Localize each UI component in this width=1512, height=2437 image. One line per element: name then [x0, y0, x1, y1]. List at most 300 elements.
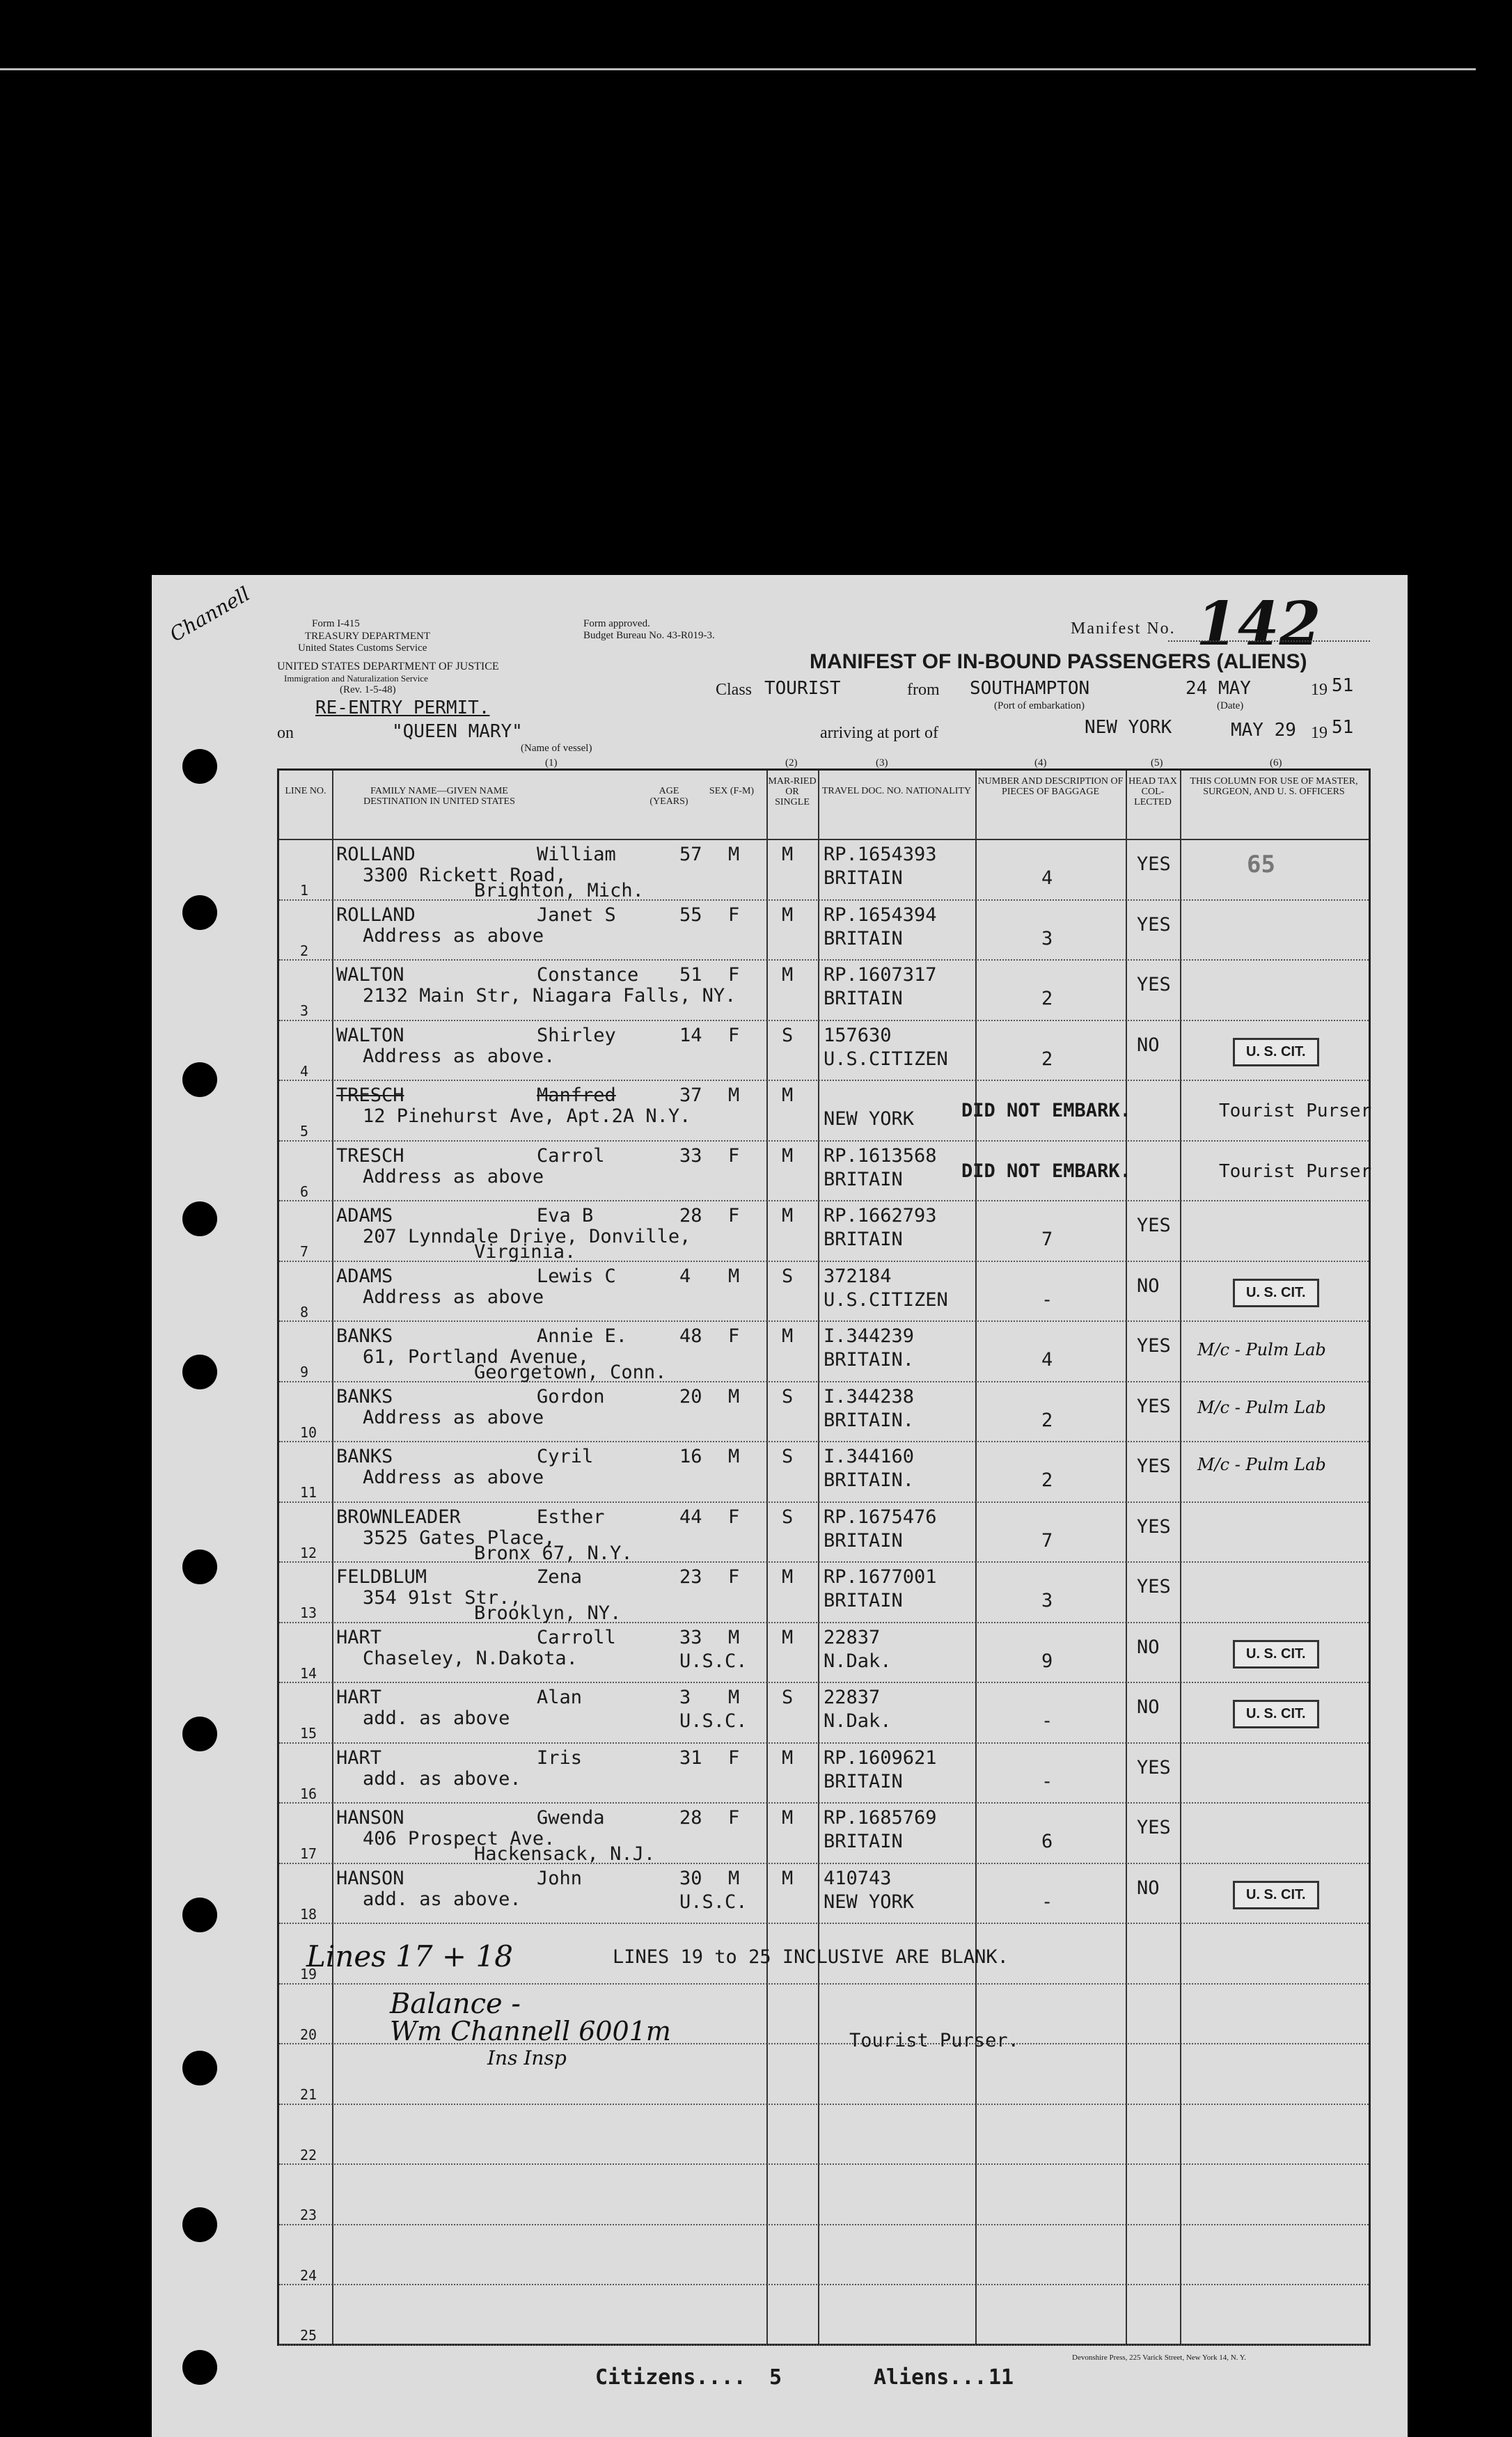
punch-hole: [182, 2350, 217, 2385]
justice-dept: UNITED STATES DEPARTMENT OF JUSTICE: [277, 661, 499, 672]
row-rule: [279, 1200, 1369, 1202]
destination-line2: Brooklyn, NY.: [474, 1602, 622, 1624]
travel-doc: RP.1677001: [824, 1566, 937, 1588]
nationality: BRITAIN.: [824, 1469, 915, 1491]
marital-status: M: [782, 1746, 794, 1769]
marital-status: M: [782, 1807, 794, 1829]
destination-line1: 2132 Main Str, Niagara Falls, NY.: [363, 985, 737, 1007]
head-tax: YES: [1137, 1335, 1171, 1357]
line-number: 14: [300, 1664, 317, 1682]
given-name: Alan: [537, 1687, 583, 1708]
age: 23: [679, 1566, 702, 1588]
destination-line2: Virginia.: [474, 1241, 576, 1263]
hdr-married: MAR-RIED OR SINGLE: [768, 776, 817, 807]
travel-doc: I.344239: [824, 1325, 915, 1347]
balance-note: Balance -: [390, 1988, 521, 2020]
age: 55: [679, 904, 702, 926]
age: 33: [679, 1144, 702, 1167]
marital-status: M: [782, 844, 794, 865]
line-number: 9: [300, 1364, 309, 1380]
travel-doc: RP.1654393: [824, 844, 937, 865]
head-tax: YES: [1137, 1756, 1171, 1779]
head-tax: NO: [1137, 1636, 1160, 1658]
baggage: 6: [1041, 1831, 1053, 1852]
revision: (Rev. 1-5-48): [340, 684, 396, 695]
nationality: BRITAIN: [824, 1590, 903, 1611]
family-name: BANKS: [336, 1385, 393, 1407]
punch-hole: [182, 2051, 217, 2085]
given-name: Gordon: [537, 1385, 605, 1407]
destination-line2: Hackensack, N.J.: [474, 1843, 656, 1865]
destination-line1: Address as above: [363, 924, 544, 947]
age: 28: [679, 1807, 702, 1829]
sex: M: [728, 1867, 740, 1889]
head-tax: NO: [1137, 1877, 1160, 1899]
row-rule: [279, 1983, 1369, 1985]
sex: F: [728, 1325, 740, 1347]
arrival-date: MAY 29: [1231, 720, 1296, 741]
us-citizen-stamp: U. S. CIT.: [1233, 1700, 1319, 1728]
usc-marker: U.S.C.: [679, 1710, 748, 1732]
row-rule: [279, 1682, 1369, 1684]
destination-line2: Georgetown, Conn.: [474, 1362, 667, 1383]
margin-handwriting: Channell: [166, 582, 254, 647]
line-number: 19: [300, 1966, 317, 1982]
aliens-label: Aliens...: [874, 2365, 987, 2390]
manifest-no-line: [1168, 640, 1370, 642]
travel-doc: 372184: [824, 1265, 892, 1287]
punch-hole: [182, 1062, 217, 1097]
usc-marker: U.S.C.: [679, 1650, 748, 1672]
sex: F: [728, 1506, 740, 1528]
travel-doc: 157630: [824, 1024, 892, 1046]
marital-status: M: [782, 1566, 794, 1588]
age: 44: [679, 1506, 702, 1528]
marital-status: M: [782, 1144, 794, 1167]
row-rule: [279, 1080, 1369, 1082]
sex: F: [728, 1205, 740, 1227]
line-number: 21: [300, 2086, 317, 2103]
hdr-baggage: NUMBER AND DESCRIPTION OF PIECES OF BAGGAGE: [977, 776, 1124, 797]
family-name: BANKS: [336, 1325, 393, 1347]
destination-line1: Address as above.: [363, 1045, 556, 1067]
medical-note-9: M/c - Pulm Lab: [1197, 1340, 1326, 1359]
line-number: 23: [300, 2207, 317, 2223]
sex: M: [728, 1687, 740, 1708]
baggage: DID NOT EMBARK.: [961, 1160, 1131, 1182]
marital-status: S: [782, 1024, 794, 1046]
punch-hole: [182, 1898, 217, 1932]
travel-doc: 22837: [824, 1687, 881, 1708]
sex: M: [728, 844, 740, 865]
col-num-4: (4): [1034, 757, 1047, 768]
baggage: 9: [1041, 1650, 1053, 1672]
line-number: 17: [300, 1845, 317, 1862]
row-rule: [279, 1863, 1369, 1865]
destination-line2: Bronx 67, N.Y.: [474, 1542, 633, 1564]
destination-line1: 406 Prospect Ave.: [363, 1828, 556, 1850]
manifest-no-label: Manifest No.: [1071, 620, 1176, 638]
us-citizen-stamp: U. S. CIT.: [1233, 1038, 1319, 1066]
head-tax: YES: [1137, 1817, 1171, 1838]
punch-hole: [182, 1201, 217, 1236]
hdr-travel: TRAVEL DOC. NO. NATIONALITY: [821, 786, 972, 796]
destination-line1: add. as above.: [363, 1888, 521, 1910]
hdr-line: LINE NO.: [285, 786, 326, 796]
nationality: BRITAIN: [824, 988, 903, 1009]
baggage: 2: [1041, 1409, 1053, 1431]
year2-suffix: 51: [1332, 717, 1354, 738]
nationality: U.S.CITIZEN: [824, 1048, 948, 1070]
age: 3: [679, 1687, 691, 1708]
punch-hole: [182, 1717, 217, 1751]
destination-line1: 61, Portland Avenue,: [363, 1346, 590, 1368]
sex: M: [728, 1446, 740, 1467]
line-number: 24: [300, 2266, 317, 2284]
col-num-1: (1): [545, 757, 558, 768]
marital-status: M: [782, 904, 794, 926]
age: 33: [679, 1626, 702, 1648]
punch-hole: [182, 1355, 217, 1389]
arriving-label: arriving at port of: [820, 724, 938, 742]
marital-status: M: [782, 1205, 794, 1227]
budget-bureau: Budget Bureau No. 43-R019-3.: [583, 630, 715, 641]
sex: F: [728, 904, 740, 926]
col-divider: [1126, 771, 1127, 2344]
head-tax: YES: [1137, 1456, 1171, 1477]
marital-status: S: [782, 1687, 794, 1708]
line-number: 12: [300, 1544, 317, 1561]
row-rule: [279, 2163, 1369, 2166]
passenger-table: [277, 768, 1371, 2346]
baggage: -: [1041, 1288, 1053, 1311]
head-tax: YES: [1137, 974, 1171, 995]
age: 57: [679, 844, 702, 865]
sex: M: [728, 1085, 740, 1106]
row-rule: [279, 1320, 1369, 1323]
us-citizen-stamp: U. S. CIT.: [1233, 1640, 1319, 1669]
sex: F: [728, 1566, 740, 1588]
head-tax: NO: [1137, 1034, 1160, 1056]
sex: F: [728, 1144, 740, 1167]
citizens-value: 5: [769, 2365, 782, 2390]
destination-line1: add. as above.: [363, 1767, 521, 1790]
manifest-number: 142: [1196, 589, 1321, 659]
nationality: NEW YORK: [824, 1891, 915, 1913]
line-number: 18: [300, 1905, 317, 1923]
row-rule: [279, 1441, 1369, 1443]
given-name: Carrol: [537, 1144, 605, 1167]
customs-service: United States Customs Service: [298, 642, 427, 654]
medical-note-10: M/c - Pulm Lab: [1197, 1398, 1326, 1417]
col-divider: [766, 771, 768, 2344]
col-num-3: (3): [876, 757, 888, 768]
nationality: BRITAIN: [824, 1831, 903, 1852]
given-name: Manfred: [537, 1085, 616, 1106]
on-label: on: [277, 724, 294, 742]
family-name: TRESCH: [336, 1085, 404, 1106]
travel-doc: RP.1685769: [824, 1807, 937, 1829]
age: 37: [679, 1085, 702, 1106]
marital-status: S: [782, 1265, 794, 1287]
given-name: Iris: [537, 1746, 583, 1769]
punch-hole: [182, 749, 217, 784]
destination-line1: Address as above: [363, 1406, 544, 1428]
line-number: 16: [300, 1785, 317, 1802]
family-name: HART: [336, 1626, 382, 1648]
head-tax: NO: [1137, 1696, 1160, 1718]
sex: F: [728, 1024, 740, 1046]
family-name: WALTON: [336, 964, 404, 986]
age: 30: [679, 1867, 702, 1889]
form-approved: Form approved.: [583, 618, 650, 629]
baggage: 3: [1041, 1590, 1053, 1611]
given-name: William: [537, 844, 616, 865]
age: 4: [679, 1265, 691, 1287]
year1-prefix: 19: [1311, 681, 1328, 699]
port-caption: (Port of embarkation): [994, 700, 1085, 711]
line-number: 11: [300, 1484, 317, 1501]
date-caption: (Date): [1217, 700, 1244, 711]
baggage: -: [1041, 1891, 1053, 1913]
row-rule: [279, 1381, 1369, 1383]
line-number: 4: [300, 1062, 309, 1080]
given-name: Annie E.: [537, 1325, 628, 1347]
col-num-6: (6): [1270, 757, 1282, 768]
destination-line1: Address as above: [363, 1467, 544, 1488]
line-number: 15: [300, 1725, 317, 1742]
line-number: 20: [300, 2026, 317, 2043]
us-citizen-stamp: U. S. CIT.: [1233, 1881, 1319, 1909]
header-rule: [279, 839, 1369, 840]
head-tax: NO: [1137, 1275, 1160, 1297]
head-tax: YES: [1137, 1215, 1171, 1236]
given-name: Zena: [537, 1566, 583, 1588]
travel-doc: RP.1675476: [824, 1506, 937, 1528]
inspector-note: Ins Insp: [487, 2046, 567, 2069]
purser-note: Tourist Purser: [1219, 1101, 1372, 1121]
age: 48: [679, 1325, 702, 1347]
age: 16: [679, 1446, 702, 1467]
marital-status: S: [782, 1385, 794, 1407]
destination-line1: Address as above: [363, 1286, 544, 1308]
line-number: 6: [300, 1183, 309, 1200]
baggage: 7: [1041, 1529, 1053, 1552]
marital-status: M: [782, 1867, 794, 1889]
nationality: U.S.CITIZEN: [824, 1288, 948, 1311]
baggage: 7: [1041, 1229, 1053, 1250]
travel-doc: 22837: [824, 1626, 881, 1648]
marital-status: M: [782, 964, 794, 986]
head-tax: YES: [1137, 1395, 1171, 1417]
travel-doc: RP.1607317: [824, 964, 937, 986]
travel-doc: RP.1609621: [824, 1746, 937, 1769]
col-divider: [975, 771, 977, 2344]
line-number: 3: [300, 1002, 309, 1019]
punch-hole: [182, 1549, 217, 1584]
from-label: from: [907, 681, 940, 699]
destination-line1: 354 91st Str.,: [363, 1587, 521, 1609]
given-name: Lewis C: [537, 1265, 616, 1287]
purser-note: Tourist Purser.: [849, 2030, 1019, 2051]
row-rule: [279, 1802, 1369, 1804]
purser-note: Tourist Purser: [1219, 1160, 1372, 1182]
line-number: 13: [300, 1604, 317, 1621]
arrival-port: NEW YORK: [1085, 717, 1172, 738]
travel-doc: I.344238: [824, 1385, 915, 1407]
port-embarkation: SOUTHAMPTON: [970, 678, 1090, 699]
year2-prefix: 19: [1311, 724, 1328, 742]
line-number: 10: [300, 1423, 317, 1441]
destination-line1: 207 Lynndale Drive, Donville,: [363, 1226, 691, 1247]
given-name: Cyril: [537, 1446, 594, 1467]
marital-status: M: [782, 1626, 794, 1648]
family-name: HANSON: [336, 1807, 404, 1829]
travel-doc: I.344160: [824, 1446, 915, 1467]
head-tax: YES: [1137, 913, 1171, 936]
destination-line1: 12 Pinehurst Ave, Apt.2A N.Y.: [363, 1105, 691, 1127]
age: 31: [679, 1746, 702, 1769]
family-name: HART: [336, 1687, 382, 1708]
col-divider: [818, 771, 819, 2344]
line-number: 7: [300, 1243, 309, 1260]
given-name: John: [537, 1867, 583, 1889]
form-number: Form I-415: [312, 618, 360, 629]
row-rule: [279, 2104, 1369, 2106]
row-rule: [279, 1561, 1369, 1563]
nationality: NEW YORK: [824, 1108, 915, 1130]
class-value: TOURIST: [764, 678, 841, 699]
age: 14: [679, 1024, 702, 1046]
nationality: BRITAIN.: [824, 1409, 915, 1431]
destination-line1: add. as above: [363, 1708, 510, 1729]
nationality: BRITAIN: [824, 1770, 903, 1792]
row-rule: [279, 1501, 1369, 1504]
hdr-tax: HEAD TAX COL-LECTED: [1128, 776, 1177, 807]
destination-line2: Brighton, Mich.: [474, 880, 644, 901]
line-number: 22: [300, 2146, 317, 2163]
row-rule: [279, 1622, 1369, 1624]
baggage: 2: [1041, 988, 1053, 1009]
nationality: BRITAIN: [824, 1529, 903, 1552]
row-rule: [279, 1742, 1369, 1744]
baggage: DID NOT EMBARK.: [961, 1100, 1131, 1121]
class-label: Class: [716, 681, 753, 699]
travel-doc: 410743: [824, 1867, 892, 1889]
treasury-dept: TREASURY DEPARTMENT: [304, 631, 431, 642]
line-number: 2: [300, 942, 309, 959]
head-tax: YES: [1137, 1576, 1171, 1598]
marital-status: S: [782, 1446, 794, 1467]
col-num-2: (2): [785, 757, 798, 768]
nationality: N.Dak.: [824, 1650, 892, 1672]
travel-doc: RP.1613568: [824, 1144, 937, 1167]
given-name: Eva B: [537, 1205, 594, 1227]
marital-status: M: [782, 1085, 794, 1106]
baggage: -: [1041, 1770, 1053, 1792]
hdr-age: AGE (YEARS): [649, 786, 688, 807]
baggage: 4: [1041, 867, 1053, 889]
row-rule: [279, 959, 1369, 961]
destination-line1: 3300 Rickett Road,: [363, 865, 567, 886]
vessel-name: "QUEEN MARY": [392, 721, 523, 742]
vessel-caption: (Name of vessel): [521, 743, 592, 754]
family-name: HANSON: [336, 1867, 404, 1889]
line-number: 25: [300, 2327, 317, 2344]
family-name: ADAMS: [336, 1205, 393, 1227]
destination-line1: 3525 Gates Place,: [363, 1527, 556, 1549]
travel-doc: RP.1654394: [824, 904, 937, 926]
destination-line1: Address as above: [363, 1165, 544, 1188]
sex: M: [728, 1265, 740, 1287]
baggage: 2: [1041, 1048, 1053, 1070]
head-tax: YES: [1137, 853, 1171, 875]
ins-service: Immigration and Naturalization Service: [284, 673, 428, 684]
medical-note-11: M/c - Pulm Lab: [1197, 1455, 1326, 1474]
given-name: Gwenda: [537, 1807, 605, 1829]
age: 28: [679, 1205, 702, 1227]
family-name: ROLLAND: [336, 844, 416, 865]
given-name: Constance: [537, 964, 639, 986]
given-name: Janet S: [537, 904, 616, 926]
col-divider: [1180, 771, 1181, 2344]
marital-status: M: [782, 1325, 794, 1347]
punch-hole: [182, 2207, 217, 2242]
family-name: WALTON: [336, 1024, 404, 1046]
year1-suffix: 51: [1332, 675, 1354, 696]
baggage: 3: [1041, 927, 1053, 949]
aliens-value: 11: [989, 2365, 1014, 2390]
family-name: TRESCH: [336, 1144, 404, 1167]
row-rule: [279, 899, 1369, 901]
age: 51: [679, 964, 702, 986]
line-number: 1: [300, 882, 309, 899]
punch-hole: [182, 895, 217, 930]
channell-note: Wm Channell 6001m: [390, 2016, 671, 2046]
nationality: BRITAIN: [824, 867, 903, 889]
row-rule: [279, 2344, 1369, 2347]
line-number: 5: [300, 1123, 309, 1139]
family-name: BROWNLEADER: [336, 1506, 461, 1528]
family-name: FELDBLUM: [336, 1566, 427, 1588]
printer-imprint: Devonshire Press, 225 Varick Street, New York 14, N. Y.: [1072, 2353, 1247, 2362]
age: 20: [679, 1385, 702, 1407]
head-tax: YES: [1137, 1515, 1171, 1538]
embark-date: 24 MAY: [1186, 678, 1251, 699]
hdr-officers: THIS COLUMN FOR USE OF MASTER, SURGEON, AND U. S. OFFICERS: [1190, 776, 1358, 797]
nationality: BRITAIN: [824, 927, 903, 949]
nationality: BRITAIN: [824, 1229, 903, 1250]
given-name: Carroll: [537, 1626, 616, 1648]
row-rule: [279, 1923, 1369, 1925]
family-name: BANKS: [336, 1446, 393, 1467]
col-divider: [332, 771, 333, 2344]
given-name: Shirley: [537, 1024, 616, 1046]
row-rule: [279, 2224, 1369, 2226]
row-rule: [279, 1261, 1369, 1263]
nationality: BRITAIN: [824, 1168, 903, 1190]
given-name: Esther: [537, 1506, 605, 1528]
family-name: ADAMS: [336, 1265, 393, 1287]
baggage: 2: [1041, 1469, 1053, 1491]
sex: F: [728, 1746, 740, 1769]
marital-status: S: [782, 1506, 794, 1528]
row-rule: [279, 1140, 1369, 1142]
travel-doc: RP.1662793: [824, 1205, 937, 1227]
officer-mark: 65: [1247, 851, 1275, 878]
baggage: -: [1041, 1710, 1053, 1732]
usc-marker: U.S.C.: [679, 1891, 748, 1913]
